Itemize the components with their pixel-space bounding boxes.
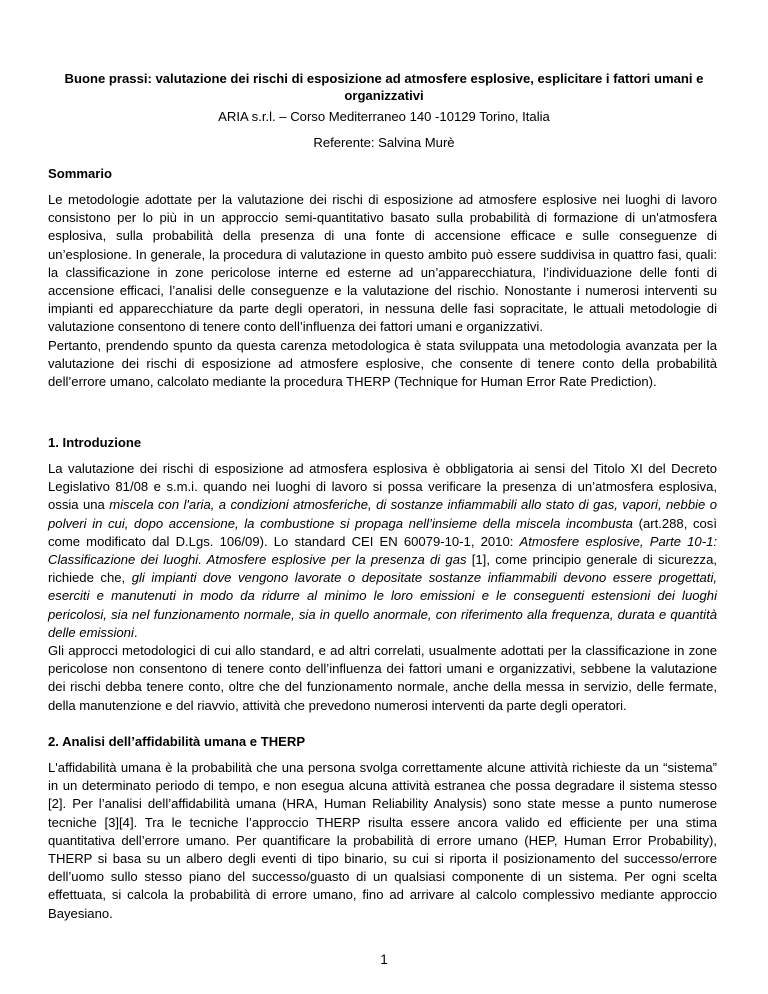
document-title: Buone prassi: valutazione dei rischi di esposizione ad atmosfere esplosive, esplicitare i fattori umani e organizzativi	[64, 71, 704, 103]
intro-italic-definition: miscela con l'aria, a condizioni atmosferiche, di sostanze infiammabili allo stato di gas, vapori, nebbie o polveri in cui, dopo accensione, la combustione si propaga nell’insieme della miscela incombusta	[48, 497, 717, 531]
intro-text: La valutazione dei rischi di esposizione ad atmosfera esplosiva è obbligatoria ai sensi del Titolo XI del Decreto Legislativo 81/08 e s.m.i. quando nei luoghi di lavoro si possa verificare la presenza di un’atmosfera esplosiva, ossia una	[48, 461, 717, 513]
heading-introduzione: 1. Introduzione	[48, 435, 142, 450]
sommario-paragraph-1: Le metodologie adottate per la valutazione dei rischi di esposizione ad atmosfere esplosive nei luoghi di lavoro consistono per lo più in un approccio semi-quantitativo basato sulla probabilità di formazione di un'atmosfera esplosiva, sulla probabilità della presenza di una fonte di accensione efficace e sulle conseguenze di un’esplosione. In generale, la procedura di valutazione in questo ambito può essere suddivisa in quattro fasi, quali: la classificazione in zone pericolose interne ed esterne ad un’apparecchiatura, l’individuazione delle fonti di accensione efficaci, l’analisi delle conseguenze e la valutazione del rischio. Nonostante i numerosi interventi su impianti ed apparecchiature da parte degli operatori, in nessuna delle fasi sopracitate, le attuali metodologie di valutazione consentono di tenere conto dell’influenza dei fattori umani e organizzativi.	[48, 192, 717, 335]
sommario-body	[48, 191, 717, 391]
page-number: 1	[380, 952, 388, 967]
intro-text: .	[133, 624, 138, 640]
heading-section-2: 2. Analisi dell’affidabilità umana e THERP	[48, 734, 306, 749]
referent: Referente: Salvina Murè	[313, 135, 455, 150]
heading-sommario: Sommario	[48, 166, 113, 181]
intro-text: [1], come principio generale di sicurezza, richiede che,	[48, 552, 717, 586]
intro-italic-principle: gli impianti dove vengono lavorate o depositate sostanze infiammabili devono essere progettati, eserciti e manutenuti in modo da ridurre al minimo le loro emissioni e le conseguenti estensioni dei luoghi pericolosi, sia nel funzionamento normale, sia in quello anormale, con riferimento alla frequenza, durata e quantità delle emissioni	[48, 570, 717, 640]
section-2-paragraph-1: L'affidabilità umana è la probabilità che una persona svolga correttamente alcune attività richieste da un “sistema” in un determinato periodo di tempo, e non esegua alcuna attività estranea che possa degradare il sistema stesso [2]. Per l’analisi dell’affidabilità umana (HRA, Human Reliability Analysis) sono state messe a punto numerose tecniche [3][4]. Tra le tecniche l’approccio THERP risulta essere ancora valido ed efficiente per una stima quantitativa dell’errore umano. Per quantificare la probabilità di errore umano (HEP, Human Error Probability), THERP si basa su un albero degli eventi di tipo binario, su cui si riporta il posizionamento del successo/errore dell’uomo sullo stesso piano del successo/guasto di un qualsiasi componente di un sistema. Per ogni scelta effettuata, si calcola la probabilità di errore umano, fino ad arrivare al calcolo complessivo mediante approccio Bayesiano.	[48, 760, 717, 921]
sommario-paragraph-2: Pertanto, prendendo spunto da questa carenza metodologica è stata sviluppata una metodologia avanzata per la valutazione dei rischi di esposizione ad atmosfere esplosive, che consente di tenere conto della probabilità dell’errore umano, calcolato mediante la procedura THERP (Technique for Human Error Rate Prediction).	[48, 337, 717, 390]
introduzione-paragraph-1	[48, 460, 717, 642]
section-2-body	[48, 759, 717, 923]
introduzione-body	[48, 460, 717, 715]
intro-italic-standard-title: Atmosfere esplosive, Parte 10-1: Classificazione dei luoghi. Atmosfere esplosive per la presenza di gas	[48, 533, 717, 568]
intro-text: (art.288, così come modificato dal D.Lgs. 106/09). Lo standard CEI EN 60079-10-1, 2010:	[48, 515, 717, 549]
affiliation: ARIA s.r.l. – Corso Mediterraneo 140 -10129 Torino, Italia	[218, 109, 550, 124]
introduzione-paragraph-2: Gli approcci metodologici di cui allo standard, e ad altri correlati, usualmente adottati per la classificazione in zone pericolose non consentono di tenere conto dell’influenza dei fattori umani e organizzativi, sebbene la valutazione dei rischi debba tenere conto, oltre che del funzionamento normale, anche della messa in servizio, delle fermate, della manutenzione e del riavvio, attività che prevedono numerosi interventi da parte degli operatori.	[48, 643, 717, 713]
